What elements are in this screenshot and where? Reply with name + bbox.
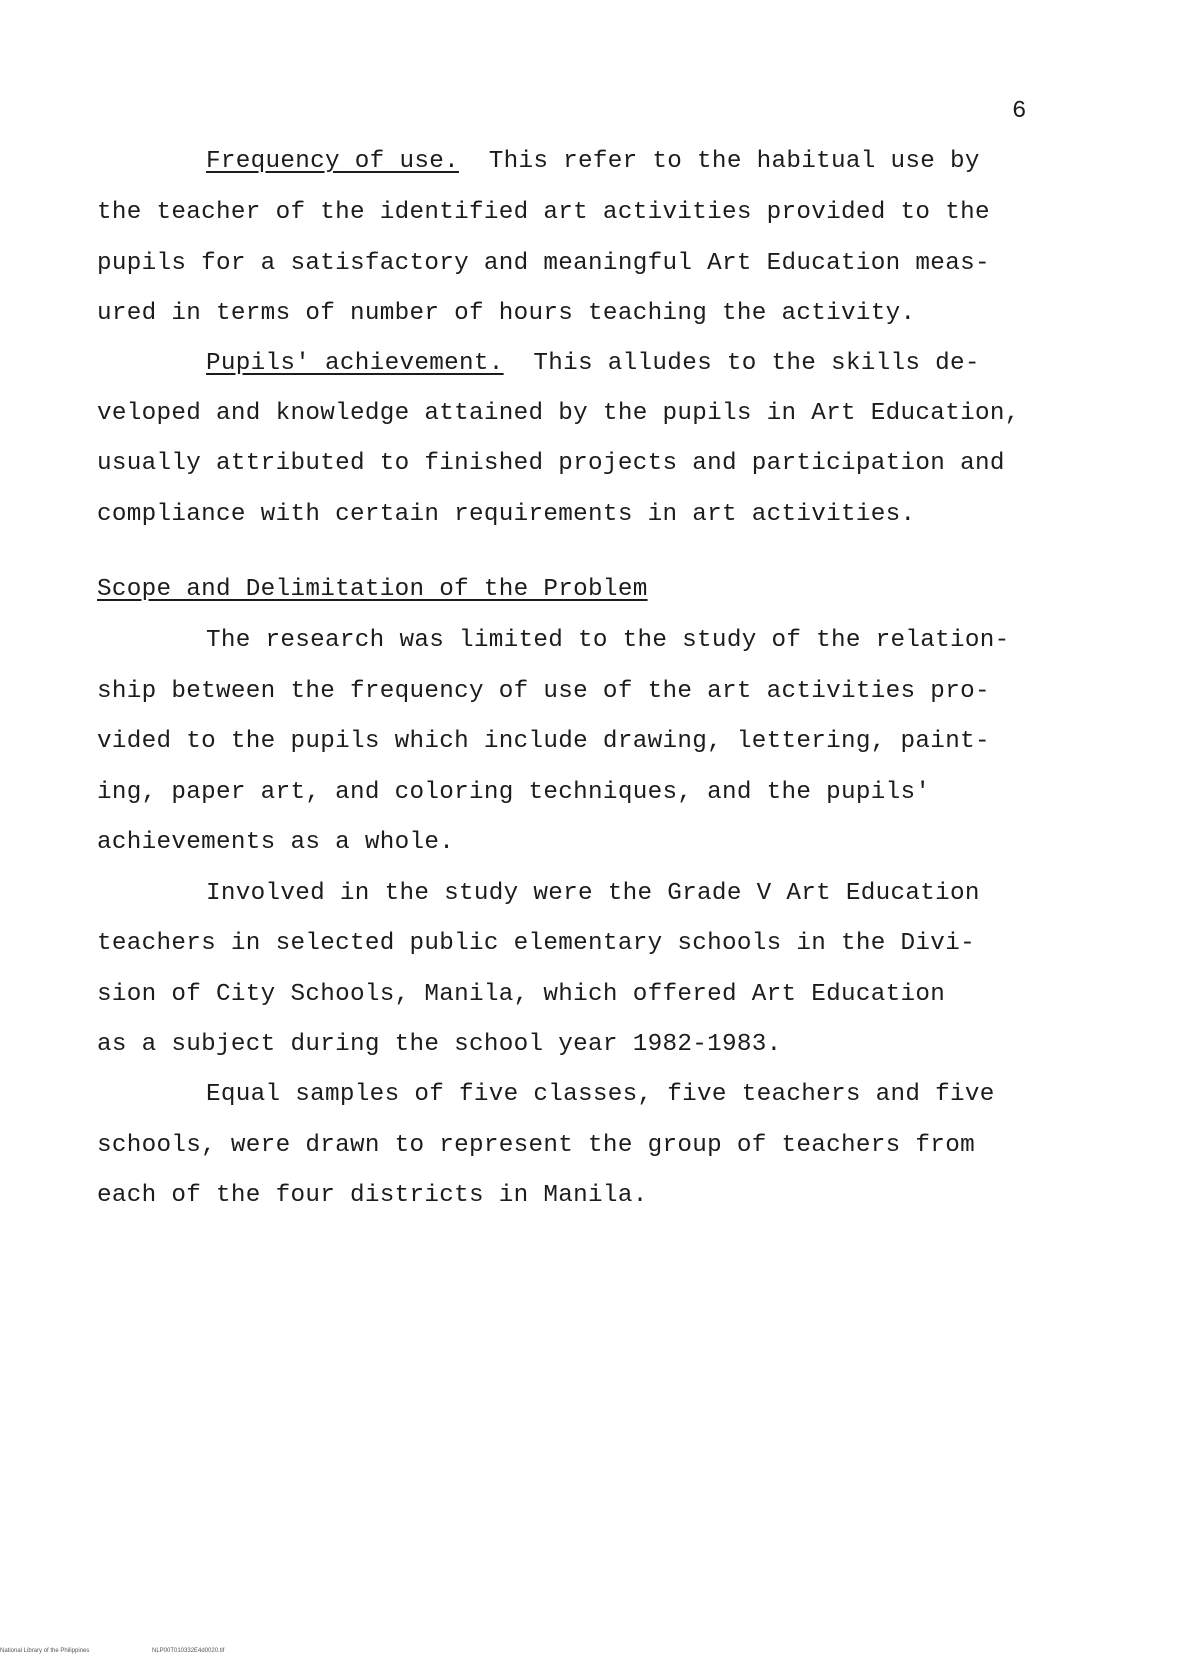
achievement-line-1-text: This alludes to the skills de- xyxy=(503,350,980,377)
scope-line-3: vided to the pupils which include drawing, lettering, paint- xyxy=(97,728,990,755)
footer-file-label: NLP00T010332E4d0020.tif xyxy=(152,1648,225,1654)
frequency-line-3: pupils for a satisfactory and meaningful Art Education meas- xyxy=(97,250,990,277)
achievement-line-3: usually attributed to finished projects and participation and xyxy=(97,450,1005,477)
term-pupils-achievement: Pupils' achievement. xyxy=(206,350,504,377)
scope-line-1: The research was limited to the study of the relation- xyxy=(206,627,1010,654)
achievement-line-4: compliance with certain requirements in art activities. xyxy=(97,501,916,528)
frequency-line-2: the teacher of the identified art activities provided to the xyxy=(97,199,990,226)
term-frequency-of-use: Frequency of use. xyxy=(206,148,459,175)
involved-line-2: teachers in selected public elementary schools in the Divi- xyxy=(97,930,975,957)
frequency-line-4: ured in terms of number of hours teaching the activity. xyxy=(97,300,916,327)
frequency-line-1-text: This refer to the habitual use by xyxy=(458,148,980,175)
section-heading: Scope and Delimitation of the Problem xyxy=(97,576,648,603)
scope-line-5: achievements as a whole. xyxy=(97,829,455,856)
involved-line-3: sion of City Schools, Manila, which offered Art Education xyxy=(97,981,946,1008)
involved-line-1: Involved in the study were the Grade V Art Education xyxy=(206,880,980,907)
scope-line-2: ship between the frequency of use of the art activities pro- xyxy=(97,678,990,705)
samples-line-2: schools, were drawn to represent the group of teachers from xyxy=(97,1132,975,1159)
frequency-line-1 xyxy=(206,147,980,177)
achievement-line-2: veloped and knowledge attained by the pupils in Art Education, xyxy=(97,400,1020,427)
achievement-line-1 xyxy=(206,349,980,379)
samples-line-1: Equal samples of five classes, five teachers and five xyxy=(206,1081,995,1108)
page-number: 6 xyxy=(1012,98,1027,125)
involved-line-4: as a subject during the school year 1982-1983. xyxy=(97,1031,782,1058)
footer-library-label: National Library of the Philippines xyxy=(0,1648,90,1654)
scope-line-4: ing, paper art, and coloring techniques, and the pupils' xyxy=(97,779,931,806)
samples-line-3: each of the four districts in Manila. xyxy=(97,1182,648,1209)
